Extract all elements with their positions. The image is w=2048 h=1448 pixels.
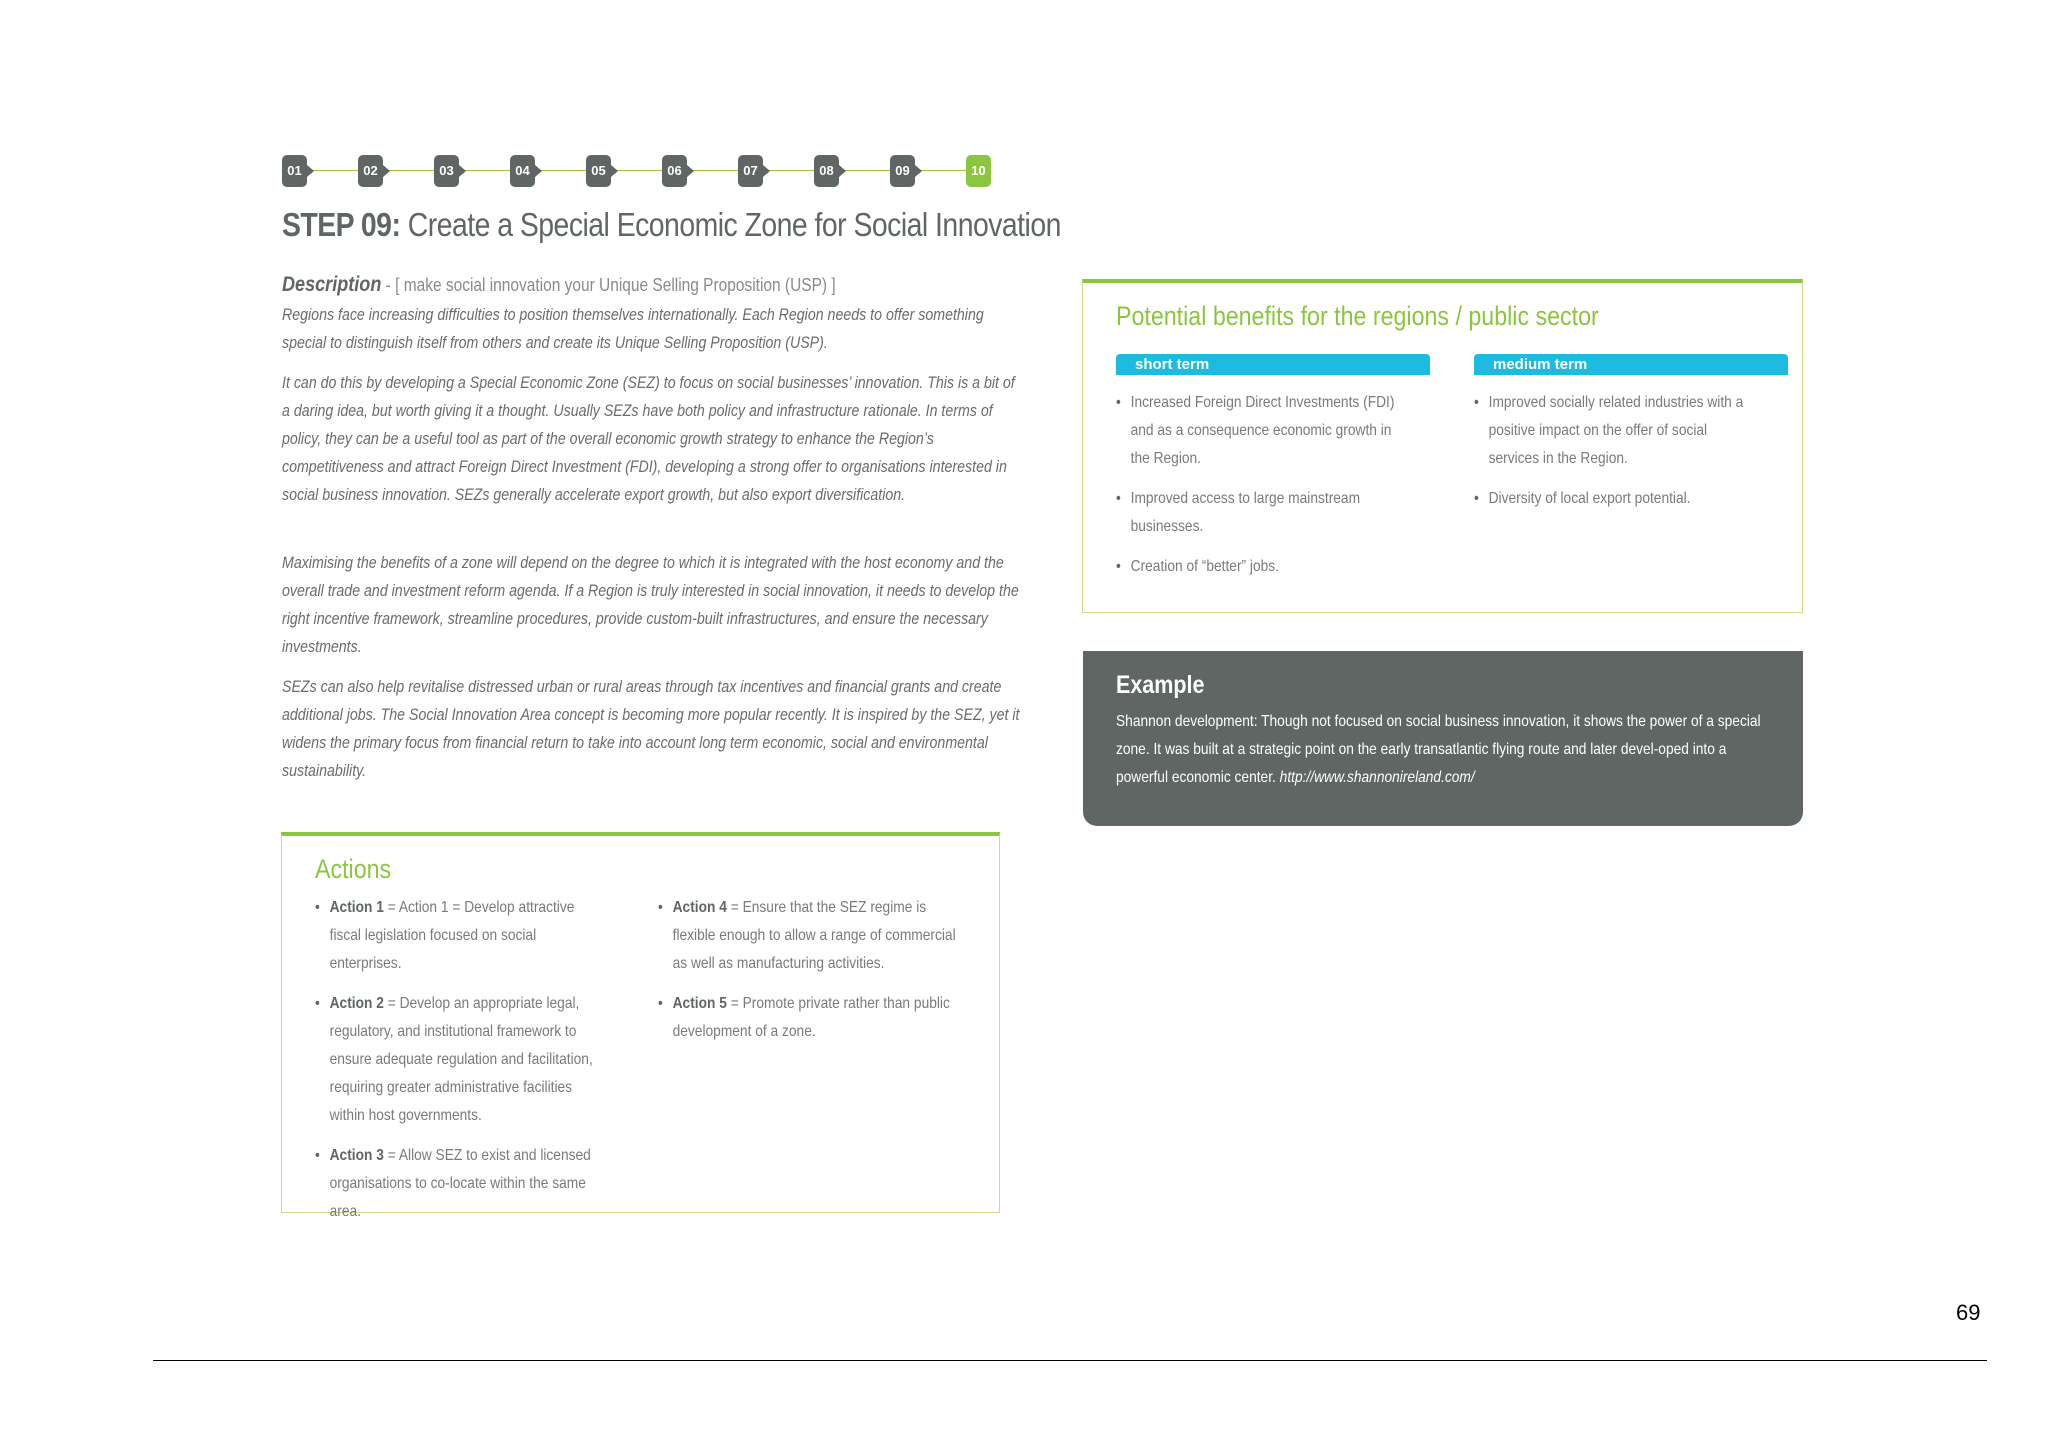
step-10[interactable]: 10 [966,155,991,187]
actions-right-column [658,894,958,1058]
step-08[interactable]: 08 [814,155,839,187]
benefit-item: • Improved access to large mainstream businesses. [1116,485,1397,541]
short-term-list [1116,389,1430,593]
description-paragraph-2: It can do this by developing a Special Economic Zone (SEZ) to focus on social businesses’ innovation. This is a bit of a daring idea, but worth giving it a thought. Usually SEZs have both policy and infrastructure rationale. In terms of policy, they can be a useful tool as part of the overall economic growth strategy to enhance the Region’s competitiveness and attract Foreign Direct Investment (FDI), developing a strong offer to organisations interested in social business innovation. SEZs generally accelerate export growth, but also export diversification. [282,374,1015,504]
description-label: Description [282,273,382,296]
benefit-item: • Creation of “better” jobs. [1116,553,1397,581]
description-paragraph-1: Regions face increasing difficulties to position themselves internationally. Each Region needs to offer something special to distinguish itself from others and create its Unique Selling Proposition (USP). [282,306,984,352]
step-title: Create a Special Economic Zone for Social Innovation [407,206,1061,243]
step-label: STEP 09: [282,206,401,243]
footer-rule [153,1360,1987,1361]
description-heading [282,273,927,297]
benefit-item: • Diversity of local export potential. [1474,485,1760,513]
step-01[interactable]: 01 [282,155,307,187]
actions-box [281,832,1000,1220]
step-04[interactable]: 04 [510,155,535,187]
step-05[interactable]: 05 [586,155,611,187]
benefit-item: • Improved socially related industries with a positive impact on the offer of social services in the Region. [1474,389,1760,473]
benefit-item: • Increased Foreign Direct Investments (FDI) and as a consequence economic growth in the Region. [1116,389,1397,473]
benefits-box [1082,279,1803,613]
example-heading: Example [1116,671,1205,699]
page-number: 69 [1956,1300,1981,1325]
description-section [282,273,1032,797]
actions-heading: Actions [315,854,392,884]
benefits-heading: Potential benefits for the regions / public sector [1116,301,1599,331]
action-item: • Action 3 = Allow SEZ to exist and licensed organisations to co-locate within the same area. [315,1142,605,1226]
step-03[interactable]: 03 [434,155,459,187]
step-06[interactable]: 06 [662,155,687,187]
action-item: • Action 1 = Action 1 = Develop attractive fiscal legislation focused on social enterprises. [315,894,605,978]
page-title [282,206,1061,244]
action-item: • Action 2 = Develop an appropriate legal, regulatory, and institutional framework to ensure adequate regulation and facilitation, requiring greater administrative facilities within host governments. [315,990,605,1130]
step-07[interactable]: 07 [738,155,763,187]
action-item: • Action 5 = Promote private rather than public development of a zone. [658,990,965,1046]
example-text: Shannon development: Though not focused on social business innovation, it shows the power of a special zone. It was built at a strategic point on the early transatlantic flying route and later devel-oped into a powerful economic center. http://www.shannonireland.com/ [1116,713,1761,786]
description-paragraph-4: SEZs can also help revitalise distressed urban or rural areas through tax incentives and financial grants and create additional jobs. The Social Innovation Area concept is becoming more popular recently. It is inspired by the SEZ, yet it widens the primary focus from financial return to take into account long term economic, social and environmental sustainability. [282,678,1020,780]
action-item: • Action 4 = Ensure that the SEZ regime is flexible enough to allow a range of commercial as well as manufacturing activities. [658,894,965,978]
short-term-label: short term [1116,354,1430,375]
step-02[interactable]: 02 [358,155,383,187]
example-link[interactable]: http://www.shannonireland.com/ [1279,769,1475,786]
tracker-line [292,170,984,171]
example-box [1083,651,1803,826]
medium-term-list [1474,389,1788,525]
description-subtitle: - [ make social innovation your Unique Selling Proposition (USP) ] [381,275,836,295]
step-tracker [282,155,994,187]
actions-left-column [315,894,615,1238]
description-paragraph-3: Maximising the benefits of a zone will depend on the degree to which it is integrated with the host economy and the overall trade and investment reform agenda. If a Region is truly interested in social innovation, it needs to develop the right incentive framework, streamline procedures, provide custom-built infrastructures, and ensure the necessary investments. [282,554,1019,656]
medium-term-label: medium term [1474,354,1788,375]
step-09[interactable]: 09 [890,155,915,187]
